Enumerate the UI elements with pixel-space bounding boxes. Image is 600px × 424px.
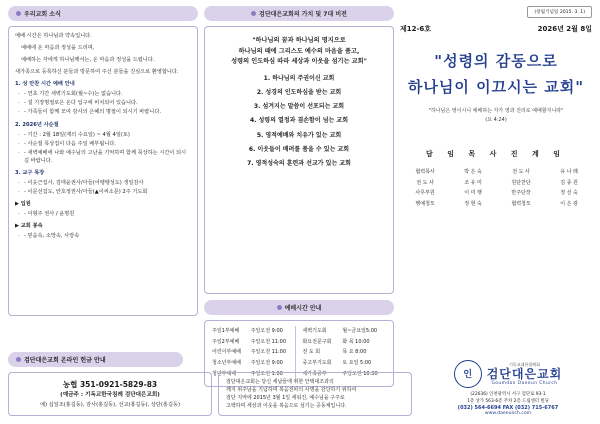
worship-time-2: 토 요일 5:00 [342, 360, 372, 367]
staff-role-2: 반주단장 [511, 190, 531, 197]
table-row [211, 337, 387, 348]
worship-time: 주일오전 1:00 [250, 371, 283, 378]
worship-time: 주일오전 9:00 [250, 360, 283, 367]
list-item: · - 이형주 권사 / 윤명원 [24, 210, 191, 218]
ministry-items [15, 179, 191, 196]
founded-note: (창립기념일 2015. 3. 1) [527, 6, 592, 18]
intro-line-2: 예배에 온 마음과 정성을 드리며, [21, 45, 95, 52]
vision-statement [211, 36, 387, 68]
staff-name: 이 미 행 [464, 190, 482, 197]
church-name-en: Goumdan Daeeun Church [491, 381, 558, 386]
bottom-notice-area [8, 352, 412, 416]
section-1-title: 1. 성 만찬 시간 예배 안내 [15, 81, 75, 88]
vision-body [204, 26, 394, 294]
church-identity-footer [424, 360, 592, 416]
list-item: · - 이문선집도, 안호정권사/아들(▲이씨소문) 2주 기도회 [24, 188, 191, 196]
bank-account-note: 예) 십일조(홍길동), 감사(홍길동), 선교(홍길동), 상단(홍길동) [39, 401, 180, 408]
staff-name-2: 김 종 원 [560, 179, 578, 186]
staff-role-2: 협력청모 [511, 201, 531, 208]
senior-pastor: 담 임 목 사 진 계 임 [426, 149, 566, 158]
church-intro-line: 깨지 위주남을 기념하며 복음전파의 사명을 감당하기 위하여 [226, 387, 357, 393]
worship-name: 청소년부예배 [212, 360, 241, 367]
intro-line-4: 새가족으로 등록하신 분들과 방문하여 주신 분들을 진심으로 환영합니다. [15, 69, 179, 76]
worship-name-2: 새가족공부 [296, 370, 340, 381]
online-offering-heading [8, 352, 183, 367]
list-item: · - 이웃근집사, 김태윤권사/아들(어땡땡성도) 생일감사 [24, 179, 191, 187]
worship-name-2: 화요전문구회 [296, 337, 340, 348]
denomination-label: 기독교대한침례회 [509, 361, 540, 367]
church-seal-icon [454, 360, 482, 388]
table-row [400, 188, 592, 199]
hospital-items [15, 210, 191, 218]
worship-time: 주일오전 11:00 [250, 349, 287, 356]
worship-time: 주일오전 11:00 [250, 338, 287, 345]
list-item: · - 기간 : 2월 18일(재의 수요일) ~ 4월 4일(토) [24, 131, 191, 139]
staff-role-2: 원단찬단 [511, 179, 531, 186]
list-item: · - 가족들이 함께 모여 감사의 은혜의 명절이 되시기 바랍니다. [24, 108, 191, 116]
list-item: 3. 섬겨지는 말씀이 선포되는 교회 [253, 103, 345, 111]
worship-name-2: 전 도 회 [296, 348, 340, 359]
worship-time: 주일오전 9:00 [250, 327, 283, 334]
hospital-title: ▶ 입원 [15, 201, 31, 207]
issue-date: 2026년 2월 8일 [537, 25, 592, 33]
title-verse: "하나님은 영이시니 예배하는 자가 영과 진리로 예배할지니라" [428, 107, 564, 114]
table-row [400, 177, 592, 188]
church-news-heading-label: 우리교회 소식 [24, 11, 61, 18]
list-item: · - 믿음속, 소망속, 사랑속 [24, 232, 191, 240]
worship-time-2: 주일오전 10:30 [342, 371, 378, 378]
staff-table [400, 167, 592, 209]
online-offering-heading-label: 검단대은교회 온라인 헌금 안내 [24, 357, 106, 364]
church-telephone: (032) 564-6694 FAX (032) 715-6767 [457, 405, 559, 411]
ministry-title: 3. 교구 목장 [15, 169, 45, 176]
list-item: · - 새벽예배에 나와 예수님의 고난을 기억하며 함께 묵상하는 시간이 되시길 바랍니다. [24, 149, 191, 165]
bulletin-title-line: 하나님이 이끄시는 교회" [407, 78, 585, 97]
bullet-dot-icon [16, 11, 21, 16]
staff-name-2: 정 선 숙 [560, 190, 578, 197]
church-news-heading [8, 6, 198, 21]
staff-role: 전 도 사 [416, 179, 434, 186]
vision-heading-label: 검단대은교회의 가치 및 7대 비전 [259, 11, 347, 18]
worship-name: 청년부예배 [212, 371, 237, 378]
church-intro-line: 검단 지역에 2015년 3월 1일 세워진, 예수님을 구주로 [226, 395, 345, 401]
worship-name: 어린이부예배 [212, 349, 241, 356]
staff-name-2: 이 은 광 [560, 201, 578, 208]
section-2-items [15, 131, 191, 165]
logo-text [487, 362, 563, 386]
vision-heading [204, 6, 394, 21]
masthead-meta [400, 6, 592, 18]
church-intro-line: 검단대은교회는 당신 세남들에 위한 안택대조과의 [226, 379, 334, 385]
table-row [400, 167, 592, 178]
bullet-dot-icon [16, 357, 21, 362]
logo-row [424, 360, 592, 388]
church-intro-box [218, 372, 412, 416]
staff-name: 조 유 미 [464, 179, 482, 186]
list-item: · - 사순절 목상집이 다음 주일 배부됩니다. [24, 140, 191, 148]
list-item: · - 연초 기간 새벽기도회(월~수)는 없습니다. [24, 90, 191, 98]
list-item: 6. 이웃들이 배려를 품을 수 있는 교회 [248, 146, 350, 154]
bullet-dot-icon [277, 305, 282, 310]
list-item: 4. 성령의 열정과 겸손함이 넘는 교회 [249, 117, 349, 125]
church-address-line-1: (22636) 인천광역시 서구 검단로 93-1 [470, 391, 546, 397]
worship-time-2: 월~금요일5:00 [342, 327, 378, 334]
section-1-items [15, 90, 191, 116]
notice-columns [8, 372, 412, 416]
bulletin-title [400, 48, 592, 101]
church-website[interactable]: www.daeeunch.com [484, 411, 532, 416]
vision-statement-line: "하나님의 꿈과 하나님의 명지으로 [252, 37, 346, 44]
staff-role-2: 전 도 사 [512, 169, 530, 176]
vision-statement-line: 성령의 인도하심 따라 세상과 이웃을 섬기는 교회" [231, 58, 367, 66]
cell-items [15, 232, 191, 240]
bulletin-title-line: "성령의 감동으로 [434, 52, 558, 70]
bank-account-box [8, 372, 212, 416]
list-item: 7. 영적성숙의 훈련과 선교가 있는 교회 [247, 160, 351, 168]
worship-name: 주일2부예배 [212, 338, 240, 345]
list-item: 5. 영적예배와 치유가 있는 교회 [256, 131, 342, 139]
staff-role: 사무부원 [415, 190, 435, 197]
church-news-body [8, 26, 198, 316]
worship-time-2: 목 요 8:00 [342, 349, 367, 356]
issue-row [400, 24, 592, 34]
staff-name-2: 유 나 래 [560, 169, 578, 176]
list-item: · - 설 기장명절로은 온다 입구에 비치되어 있습니다. [24, 99, 191, 107]
worship-time-2: 화 목 10:00 [342, 338, 370, 345]
worship-name-2: 새벽기도회 [296, 326, 340, 337]
church-address-line-2: 1층 상가 563-6층 주차 2층 드림센터 빌딩 [467, 398, 549, 404]
church-seal-label: 인 [463, 370, 473, 381]
bank-account-owner: (예금주 : 기독교한국침례 검단대은교회) [60, 392, 160, 399]
bank-account-number: 농협 351-0921-5829-83 [62, 380, 158, 389]
staff-name: 박 은 숙 [464, 169, 482, 176]
worship-name: 주일1부예배 [212, 327, 240, 334]
worship-heading-label: 예배시간 안내 [284, 305, 322, 312]
intro-line-3: 예배하는 자에게 하나님께서는, 온 마음과 정성을 드립니다. [21, 57, 155, 64]
title-verse-reference: (요 4:24) [485, 116, 507, 123]
issue-number: 제12-6호 [400, 25, 432, 33]
vision-statement-line: 하나님의 때에 그리스도 예수의 마음을 품고, [238, 47, 360, 55]
church-intro-line: 고백하며 세상과 이웃을 복음으로 섬기는 공동체입니다. [226, 403, 347, 409]
staff-name: 정 현 숙 [464, 201, 482, 208]
intro-line-1: 예배 시간은 하나님과 약속입니다. [15, 33, 92, 39]
worship-heading [204, 300, 394, 315]
bullet-dot-icon [251, 11, 256, 16]
church-name-kr: 검단대은교회 [486, 366, 563, 381]
right-column [400, 6, 592, 418]
cell-title: ▶ 교회 봉속 [15, 223, 43, 230]
staff-role: 행예청모 [415, 201, 435, 208]
list-item: 1. 하나님의 주권이신 교회 [263, 74, 335, 82]
table-row [211, 326, 387, 337]
table-row [400, 198, 592, 209]
worship-name-2: 중고부기도회 [296, 359, 340, 370]
vision-list [211, 74, 387, 169]
staff-role: 협력목사 [415, 169, 435, 176]
section-2-title: 2. 2026년 사순절 [15, 121, 59, 128]
list-item: 2. 성경의 인도하심을 받는 교회 [256, 88, 342, 96]
